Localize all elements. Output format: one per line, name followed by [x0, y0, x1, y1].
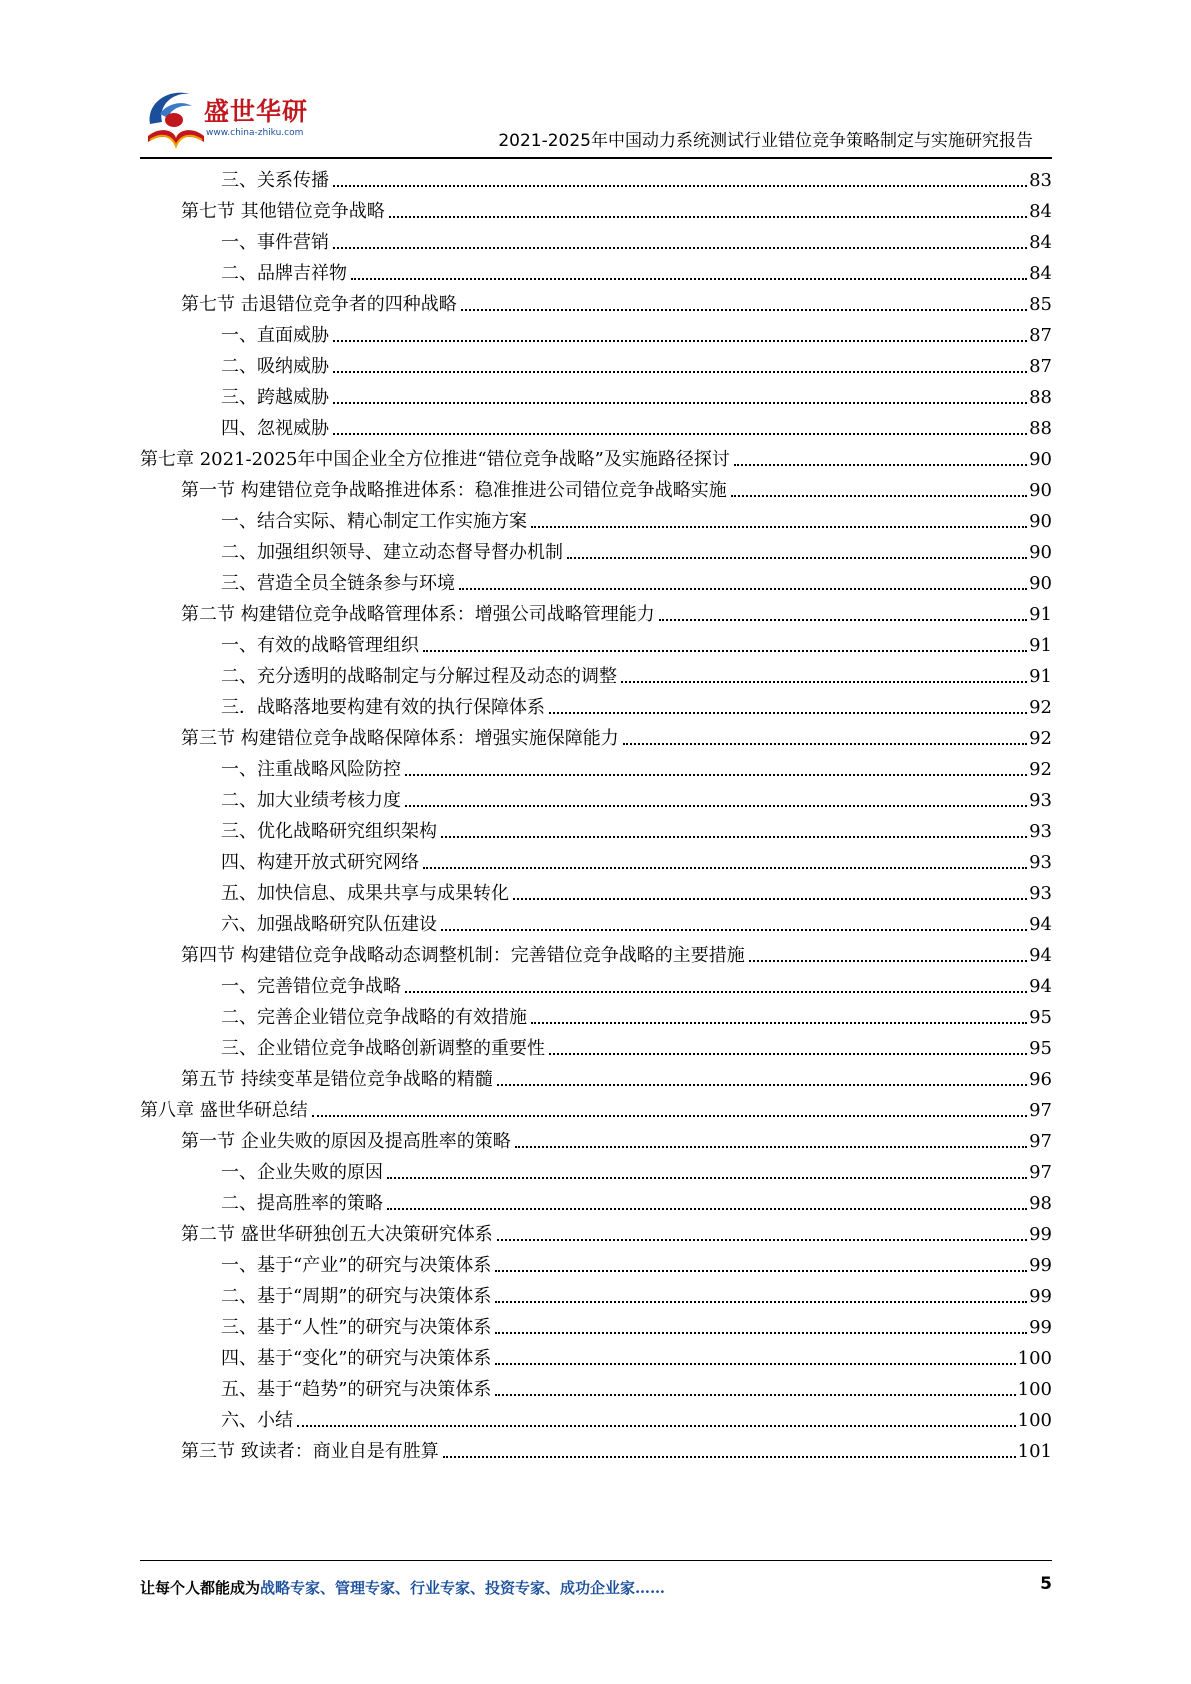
toc-dot-leader	[423, 867, 1027, 869]
toc-entry-page: 84	[1029, 232, 1052, 253]
toc-entry-label: 二、充分透明的战略制定与分解过程及动态的调整	[221, 666, 617, 687]
toc-entry-label: 一、基于“产业”的研究与决策体系	[221, 1255, 492, 1276]
toc-entry-page: 100	[1017, 1410, 1052, 1431]
toc-dot-leader	[423, 650, 1027, 652]
toc-entry-label: 三、跨越威胁	[221, 387, 329, 408]
toc-entry-label: 第五节 持续变革是错位竞争战略的精髓	[181, 1069, 493, 1090]
toc-entry-page: 99	[1029, 1255, 1052, 1276]
toc-entry[interactable]	[140, 1091, 1052, 1122]
toc-dot-leader	[549, 1053, 1027, 1055]
toc-dot-leader	[333, 433, 1027, 435]
toc-entry-page: 84	[1029, 263, 1052, 284]
toc-entry[interactable]	[181, 1432, 1052, 1463]
toc-entry[interactable]	[181, 1122, 1052, 1153]
page-number: 5	[1040, 1574, 1052, 1594]
toc-entry[interactable]	[221, 502, 1052, 533]
toc-entry-page: 90	[1029, 573, 1052, 594]
toc-dot-leader	[405, 991, 1027, 993]
toc-entry-label: 二、基于“周期”的研究与决策体系	[221, 1286, 492, 1307]
toc-entry[interactable]	[221, 812, 1052, 843]
toc-entry-label: 五、基于“趋势”的研究与决策体系	[221, 1379, 492, 1400]
toc-entry-page: 99	[1029, 1224, 1052, 1245]
toc-entry[interactable]	[181, 719, 1052, 750]
toc-entry-label: 一、有效的战略管理组织	[221, 635, 419, 656]
toc-entry-label: 六、加强战略研究队伍建设	[221, 914, 437, 935]
toc-entry-label: 二、完善企业错位竞争战略的有效措施	[221, 1007, 527, 1028]
toc-entry-page: 84	[1029, 201, 1052, 222]
toc-entry[interactable]	[221, 1246, 1052, 1277]
toc-entry-page: 85	[1029, 294, 1052, 315]
toc-entry[interactable]	[221, 254, 1052, 285]
toc-entry[interactable]	[221, 688, 1052, 719]
toc-entry-page: 90	[1029, 480, 1052, 501]
toc-dot-leader	[333, 247, 1027, 249]
toc-entry-page: 97	[1029, 1131, 1052, 1152]
toc-entry-label: 五、加快信息、成果共享与成果转化	[221, 883, 509, 904]
toc-entry-page: 97	[1029, 1100, 1052, 1121]
toc-entry-label: 第一节 构建错位竞争战略推进体系：稳准推进公司错位竞争战略实施	[181, 480, 727, 501]
toc-entry-label: 第七节 击退错位竞争者的四种战略	[181, 294, 457, 315]
toc-entry-label: 三、优化战略研究组织架构	[221, 821, 437, 842]
toc-entry-label: 第七节 其他错位竞争战略	[181, 201, 385, 222]
toc-entry-page: 91	[1029, 666, 1052, 687]
page-header	[0, 0, 1191, 160]
toc-dot-leader	[405, 774, 1027, 776]
toc-dot-leader	[441, 929, 1027, 931]
toc-entry[interactable]	[221, 905, 1052, 936]
toc-dot-leader	[389, 216, 1027, 218]
toc-entry-label: 第七章 2021-2025年中国企业全方位推进“错位竞争战略”及实施路径探讨	[140, 449, 730, 470]
toc-dot-leader	[333, 402, 1027, 404]
toc-entry-label: 第三节 构建错位竞争战略保障体系：增强实施保障能力	[181, 728, 619, 749]
toc-entry-label: 第二节 盛世华研独创五大决策研究体系	[181, 1224, 493, 1245]
toc-entry-label: 一、完善错位竞争战略	[221, 976, 401, 997]
toc-dot-leader	[531, 526, 1027, 528]
toc-entry-label: 第一节 企业失败的原因及提高胜率的策略	[181, 1131, 511, 1152]
footer-slogan-prefix: 让每个人都能成为	[140, 1579, 261, 1597]
toc-dot-leader	[497, 1239, 1027, 1241]
toc-entry-page: 94	[1029, 976, 1052, 997]
toc-dot-leader	[623, 743, 1027, 745]
toc-entry-page: 100	[1017, 1348, 1052, 1369]
toc-dot-leader	[731, 495, 1027, 497]
toc-entry-page: 90	[1029, 511, 1052, 532]
toc-dot-leader	[297, 1425, 1016, 1427]
toc-dot-leader	[659, 619, 1027, 621]
toc-dot-leader	[495, 1332, 1027, 1334]
toc-entry[interactable]	[221, 564, 1052, 595]
toc-entry[interactable]	[221, 223, 1052, 254]
toc-entry[interactable]	[221, 998, 1052, 1029]
toc-dot-leader	[351, 278, 1027, 280]
toc-entry[interactable]	[221, 967, 1052, 998]
toc-dot-leader	[312, 1115, 1027, 1117]
toc-entry-label: 二、品牌吉祥物	[221, 263, 347, 284]
toc-entry-page: 88	[1029, 387, 1052, 408]
toc-dot-leader	[495, 1363, 1015, 1365]
toc-dot-leader	[461, 309, 1027, 311]
toc-entry-label: 二、加强组织领导、建立动态督导督办机制	[221, 542, 563, 563]
toc-entry[interactable]	[181, 595, 1052, 626]
toc-entry[interactable]	[221, 1153, 1052, 1184]
company-logo	[140, 84, 310, 154]
toc-entry-page: 87	[1029, 356, 1052, 377]
toc-entry-label: 二、吸纳威胁	[221, 356, 329, 377]
toc-entry[interactable]	[221, 409, 1052, 440]
toc-dot-leader	[333, 185, 1027, 187]
toc-entry[interactable]	[221, 378, 1052, 409]
footer-slogan-emphasis: 战略专家、管理专家、行业专家、投资专家、成功企业家……	[260, 1579, 666, 1597]
toc-entry-page: 100	[1017, 1379, 1052, 1400]
toc-entry-page: 92	[1029, 728, 1052, 749]
toc-entry-page: 94	[1029, 945, 1052, 966]
toc-dot-leader	[549, 712, 1027, 714]
toc-entry-page: 91	[1029, 604, 1052, 625]
toc-entry-page: 96	[1029, 1069, 1052, 1090]
toc-entry-label: 一、事件营销	[221, 232, 329, 253]
toc-entry-label: 六、小结	[221, 1410, 293, 1431]
toc-dot-leader	[387, 1177, 1027, 1179]
toc-entry[interactable]	[181, 1060, 1052, 1091]
toc-entry[interactable]	[221, 1184, 1052, 1215]
toc-entry-page: 95	[1029, 1007, 1052, 1028]
toc-entry-page: 101	[1017, 1441, 1052, 1462]
toc-dot-leader	[567, 557, 1027, 559]
toc-entry[interactable]	[140, 440, 1052, 471]
toc-dot-leader	[495, 1301, 1027, 1303]
toc-entry[interactable]	[221, 626, 1052, 657]
toc-dot-leader	[515, 1146, 1027, 1148]
toc-dot-leader	[333, 371, 1027, 373]
toc-entry-label: 二、提高胜率的策略	[221, 1193, 383, 1214]
toc-entry-label: 一、直面威胁	[221, 325, 329, 346]
toc-entry-label: 三、企业错位竞争战略创新调整的重要性	[221, 1038, 545, 1059]
toc-entry[interactable]	[221, 874, 1052, 905]
toc-entry-label: 三、营造全员全链条参与环境	[221, 573, 455, 594]
toc-entry[interactable]	[221, 161, 1052, 192]
toc-dot-leader	[387, 1208, 1027, 1210]
toc-dot-leader	[621, 681, 1027, 683]
toc-entry-page: 95	[1029, 1038, 1052, 1059]
toc-entry[interactable]	[221, 781, 1052, 812]
toc-entry[interactable]	[221, 533, 1052, 564]
toc-entry-label: 一、结合实际、精心制定工作实施方案	[221, 511, 527, 532]
toc-entry-page: 88	[1029, 418, 1052, 439]
header-divider	[140, 157, 1052, 159]
toc-entry-page: 93	[1029, 790, 1052, 811]
toc-entry-page: 90	[1029, 449, 1052, 470]
toc-dot-leader	[513, 898, 1027, 900]
toc-dot-leader	[443, 1456, 1016, 1458]
toc-entry-page: 87	[1029, 325, 1052, 346]
toc-entry-label: 第二节 构建错位竞争战略管理体系：增强公司战略管理能力	[181, 604, 655, 625]
toc-entry-label: 四、基于“变化”的研究与决策体系	[221, 1348, 492, 1369]
toc-entry[interactable]	[181, 471, 1052, 502]
toc-entry[interactable]	[181, 936, 1052, 967]
toc-entry[interactable]	[221, 1308, 1052, 1339]
toc-dot-leader	[749, 960, 1027, 962]
toc-entry-page: 93	[1029, 852, 1052, 873]
toc-entry-label: 三、关系传播	[221, 170, 329, 191]
toc-entry-page: 99	[1029, 1286, 1052, 1307]
report-title: 2021-2025年中国动力系统测试行业错位竞争策略制定与实施研究报告	[498, 131, 1033, 151]
toc-entry[interactable]	[181, 1215, 1052, 1246]
toc-dot-leader	[531, 1022, 1027, 1024]
toc-entry[interactable]	[221, 1277, 1052, 1308]
toc-entry-page: 94	[1029, 914, 1052, 935]
toc-entry[interactable]	[181, 285, 1052, 316]
toc-entry[interactable]	[221, 1029, 1052, 1060]
logo-url-text: www.china-zhiku.com	[206, 128, 304, 138]
toc-entry-page: 93	[1029, 883, 1052, 904]
logo-emblem-icon	[140, 84, 210, 154]
toc-entry-page: 92	[1029, 759, 1052, 780]
toc-entry-page: 97	[1029, 1162, 1052, 1183]
toc-entry-page: 98	[1029, 1193, 1052, 1214]
toc-entry[interactable]	[221, 657, 1052, 688]
toc-entry-page: 99	[1029, 1317, 1052, 1338]
toc-entry-page: 90	[1029, 542, 1052, 563]
toc-dot-leader	[734, 464, 1027, 466]
toc-entry-page: 91	[1029, 635, 1052, 656]
logo-brand-text: 盛世华研	[204, 97, 309, 126]
toc-entry-page: 83	[1029, 170, 1052, 191]
footer-divider	[140, 1560, 1052, 1561]
toc-entry-label: 三、基于“人性”的研究与决策体系	[221, 1317, 492, 1338]
toc-dot-leader	[333, 340, 1027, 342]
toc-entry[interactable]	[221, 347, 1052, 378]
toc-entry-label: 第三节 致读者：商业自是有胜算	[181, 1441, 439, 1462]
toc-entry-label: 三．战略落地要构建有效的执行保障体系	[221, 697, 545, 718]
toc-entry-label: 第八章 盛世华研总结	[140, 1100, 308, 1121]
toc-entry[interactable]	[181, 192, 1052, 223]
toc-entry[interactable]	[221, 1339, 1052, 1370]
toc-entry[interactable]	[221, 316, 1052, 347]
toc-entry-label: 四、忽视威胁	[221, 418, 329, 439]
toc-entry[interactable]	[221, 750, 1052, 781]
toc-dot-leader	[495, 1394, 1015, 1396]
toc-entry-label: 二、加大业绩考核力度	[221, 790, 401, 811]
toc-entry-label: 一、注重战略风险防控	[221, 759, 401, 780]
toc-entry-label: 四、构建开放式研究网络	[221, 852, 419, 873]
toc-entry-label: 一、企业失败的原因	[221, 1162, 383, 1183]
toc-dot-leader	[459, 588, 1027, 590]
toc-entry[interactable]	[221, 1401, 1052, 1432]
toc-entry-page: 93	[1029, 821, 1052, 842]
toc-dot-leader	[405, 805, 1027, 807]
toc-dot-leader	[441, 836, 1027, 838]
toc-entry[interactable]	[221, 843, 1052, 874]
footer-slogan	[140, 1577, 665, 1598]
toc-entry-page: 92	[1029, 697, 1052, 718]
toc-entry[interactable]	[221, 1370, 1052, 1401]
toc-dot-leader	[495, 1270, 1027, 1272]
toc-dot-leader	[497, 1084, 1027, 1086]
toc-entry-label: 第四节 构建错位竞争战略动态调整机制：完善错位竞争战略的主要措施	[181, 945, 745, 966]
